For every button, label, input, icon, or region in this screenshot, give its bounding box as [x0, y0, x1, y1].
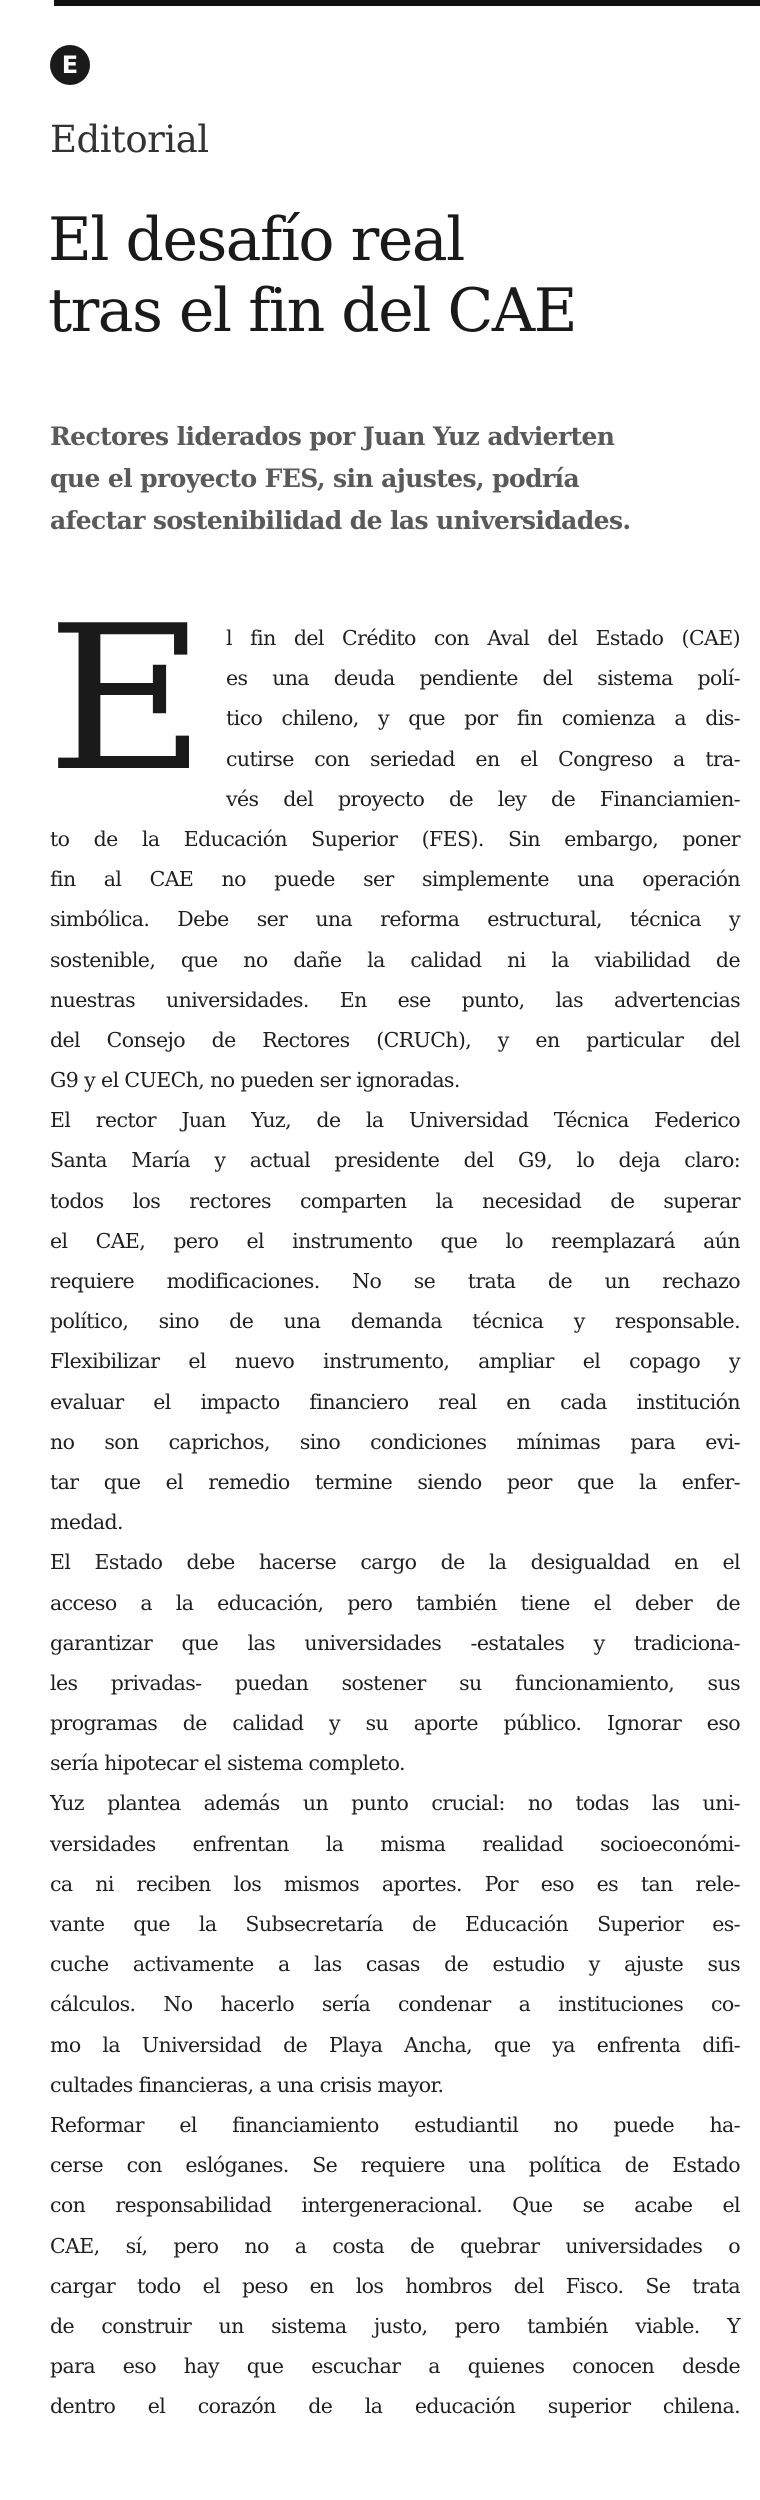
headline-line: El desafío real: [48, 205, 464, 275]
body-line: no son caprichos, sino condiciones mínimas para evi-: [50, 1429, 740, 1454]
body-line: Flexibilizar el nuevo instrumento, ampliar el copago y: [50, 1349, 740, 1374]
body-line: cutirse con seriedad en el Congreso a tra-: [226, 746, 740, 771]
body-line: G9 y el CUECh, no pueden ser ignoradas.: [50, 1068, 460, 1093]
body-line: mo la Universidad de Playa Ancha, que ya enfrenta difi-: [50, 2032, 740, 2057]
headline-line: tras el fin del CAE: [48, 276, 577, 346]
body-line: evaluar el impacto financiero real en cada institución: [50, 1389, 740, 1414]
drop-cap: E: [46, 583, 207, 816]
body-line: cargar todo el peso en los hombros del Fisco. Se trata: [50, 2273, 740, 2298]
body-line: l fin del Crédito con Aval del Estado (CAE): [226, 626, 740, 650]
section-badge: E: [50, 45, 90, 85]
body-line: les privadas- puedan sostener su funcionamiento, sus: [50, 1670, 740, 1695]
deck-line: que el proyecto FES, sin ajustes, podría: [50, 464, 580, 493]
body-line: vés del proyecto de ley de Financiamien-: [226, 786, 740, 811]
body-line: cálculos. No hacerlo sería condenar a instituciones co-: [50, 1992, 740, 2017]
body-line: tar que el remedio termine siendo peor que la enfer-: [50, 1469, 740, 1494]
body-line: vante que la Subsecretaría de Educación Superior es-: [50, 1912, 740, 1936]
body-line: ca ni reciben los mismos aportes. Por eso es tan rele-: [50, 1871, 740, 1896]
body-line: tico chileno, y que por fin comienza a dis-: [226, 706, 740, 731]
body-line: de construir un sistema justo, pero también viable. Y: [50, 2313, 740, 2338]
body-line: cultades financieras, a una crisis mayor.: [50, 2072, 444, 2097]
body-line: programas de calidad y su aporte público. Ignorar eso: [50, 1711, 740, 1736]
body-line: to de la Educación Superior (FES). Sin embargo, poner: [50, 826, 740, 851]
deck-line: afectar sostenibilidad de las universidades.: [50, 506, 631, 535]
body-line: Yuz plantea además un punto crucial: no todas las uni-: [50, 1791, 740, 1816]
body-line: requiere modificaciones. No se trata de un rechazo: [50, 1269, 740, 1293]
body-line: medad.: [50, 1510, 123, 1535]
body-line: El Estado debe hacerse cargo de la desigualdad en el: [50, 1550, 740, 1575]
body-line: del Consejo de Rectores (CRUCh), y en particular del: [50, 1027, 740, 1052]
body-line: versidades enfrentan la misma realidad socioeconómi-: [50, 1831, 740, 1856]
body-line: Reformar el financiamiento estudiantil no puede ha-: [50, 2112, 740, 2137]
body-line: cuche activamente a las casas de estudio y ajuste sus: [50, 1952, 740, 1977]
top-rule: [54, 0, 760, 6]
body-line: Santa María y actual presidente del G9, lo deja claro:: [50, 1148, 740, 1173]
body-line: sería hipotecar el sistema completo.: [50, 1751, 405, 1776]
body-line: con responsabilidad intergeneracional. Que se acabe el: [50, 2193, 740, 2218]
body-line: político, sino de una demanda técnica y responsable.: [50, 1309, 740, 1334]
headline: [48, 205, 728, 347]
body-line: sostenible, que no dañe la calidad ni la viabilidad de: [50, 947, 740, 972]
body-line: todos los rectores comparten la necesidad de superar: [50, 1188, 740, 1213]
deck-subtitle: [50, 416, 740, 542]
section-label: Editorial: [50, 118, 209, 161]
body-line: garantizar que las universidades -estatales y tradiciona-: [50, 1630, 740, 1655]
article-body: [50, 618, 740, 2426]
body-line: para eso hay que escuchar a quienes conocen desde: [50, 2354, 740, 2379]
body-line: nuestras universidades. En ese punto, las advertencias: [50, 987, 740, 1012]
body-line: fin al CAE no puede ser simplemente una operación: [50, 867, 740, 892]
body-line: el CAE, pero el instrumento que lo reemplazará aún: [50, 1228, 740, 1253]
body-line: CAE, sí, pero no a costa de quebrar universidades o: [50, 2233, 740, 2258]
body-line: es una deuda pendiente del sistema polí-: [226, 666, 740, 691]
body-line: El rector Juan Yuz, de la Universidad Técnica Federico: [50, 1108, 740, 1133]
body-line: simbólica. Debe ser una reforma estructural, técnica y: [50, 907, 740, 932]
body-line: acceso a la educación, pero también tiene el deber de: [50, 1590, 740, 1615]
deck-line: Rectores liderados por Juan Yuz advierten: [50, 422, 615, 451]
body-line: dentro el corazón de la educación superior chilena.: [50, 2394, 740, 2419]
body-line: cerse con eslóganes. Se requiere una política de Estado: [50, 2153, 740, 2178]
